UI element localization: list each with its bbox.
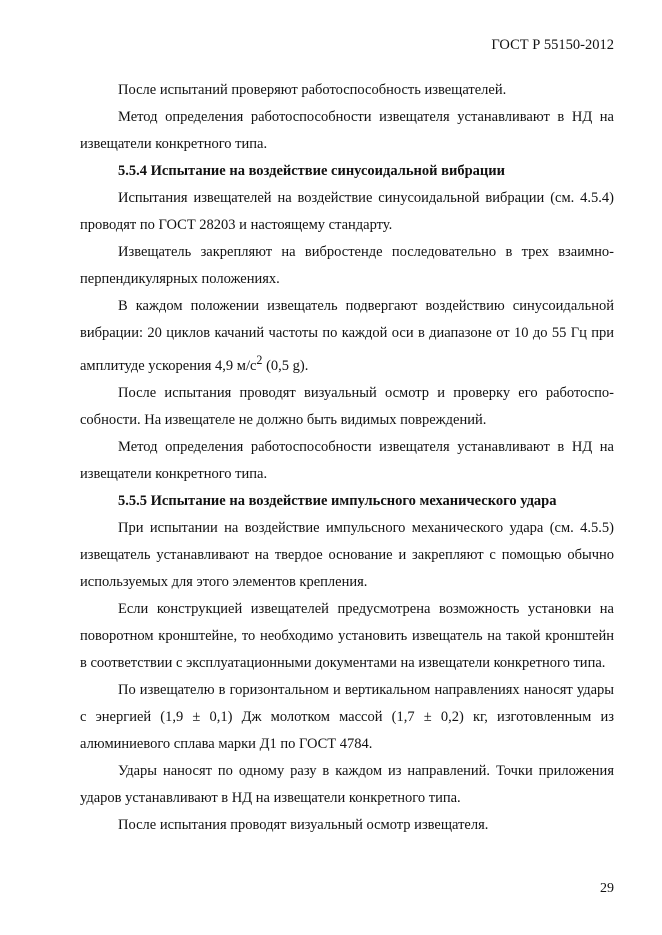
paragraph: Метод определения работоспособности извещателя устанавливают в НД на извещатели конкретного типа. (80, 109, 614, 152)
paragraph: Испытания извещателей на воздействие синусоидальной вибрации (см. 4.5.4) проводят по ГОСТ 28203 и настоящему стандарту. (80, 190, 614, 233)
paragraph-text: В каждом положении извещатель подвергают воздействию синусоидальной вибрации: 20 циклов качаний частоты по каждой оси в диапазоне от 10 до 55 Гц при амплитуде ускорения 4,9 м/с (80, 298, 614, 374)
paragraph: После испытаний проверяют работоспособность извещателей. (118, 82, 507, 98)
paragraph: По извещателю в горизонтальном и вертикальном направлениях наносят удары с энергией (1,9 ± 0,1) Дж молотком массой (1,7 ± 0,2) кг, изготовленным из алюминиевого сплава марки Д1 по ГОСТ 4784. (80, 681, 614, 752)
page-number: 29 (600, 881, 614, 896)
paragraph: Удары наносят по одному разу в каждом из направлений. Точки приложения ударов устанавливают в НД на извещатели конкретного типа. (80, 762, 614, 806)
paragraph-text: (0,5 g). (262, 357, 309, 374)
paragraph: После испытания проводят визуальный осмотр извещателя. (118, 816, 489, 833)
paragraph: Извещатель закрепляют на вибростенде последовательно в трех взаимно-перпендикулярных положениях. (80, 244, 614, 287)
paragraph: При испытании на воздействие импульсного механического удара (см. 4.5.5) извещатель устанавливают на твердое основание и закрепляют с помощью обычно используемых для этого элементов крепления. (80, 519, 614, 590)
superscript: 2 (256, 353, 263, 367)
document-header: ГОСТ Р 55150-2012 (491, 37, 614, 53)
paragraph: После испытания проводят визуальный осмотр и проверку его работоспособности. На извещателе не должно быть видимых повреждений. (80, 384, 614, 428)
section-heading-5-5-5: 5.5.5 Испытание на воздействие импульсного механического удара (118, 492, 557, 509)
document-body (80, 77, 614, 839)
section-heading-5-5-4: 5.5.4 Испытание на воздействие синусоидальной вибрации (118, 163, 505, 179)
paragraph: Метод определения работоспособности извещателя устанавливают в НД на извещатели конкретного типа. (80, 438, 614, 482)
paragraph (80, 293, 614, 380)
paragraph: Если конструкцией извещателей предусмотрена возможность установки на поворотном кронштейне, то необходимо установить извещатель на такой кронштейн в соответствии с эксплуатационными документами на извещатели конкретного типа. (80, 600, 614, 671)
